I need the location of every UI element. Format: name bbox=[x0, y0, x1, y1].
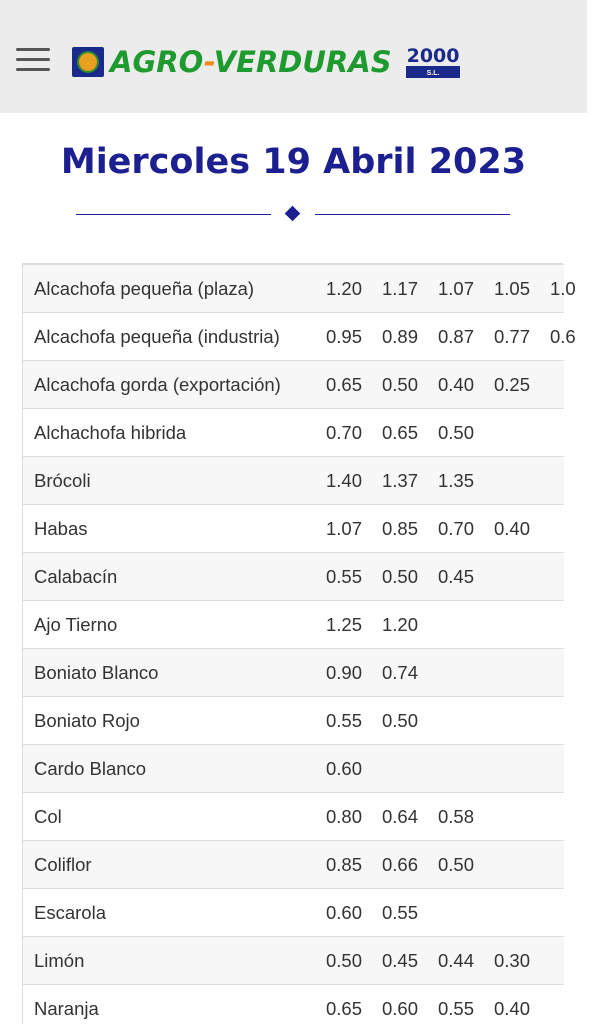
product-name: Boniato Rojo bbox=[34, 709, 140, 731]
price-cell: 0.50 bbox=[382, 373, 419, 395]
table-row bbox=[23, 888, 564, 936]
top-bar bbox=[0, 0, 587, 113]
table-row bbox=[23, 648, 564, 696]
hamburger-menu-icon[interactable] bbox=[16, 48, 50, 72]
price-cell: 1.35 bbox=[438, 469, 475, 491]
price-cell: 0.25 bbox=[494, 373, 531, 395]
brand-emblem-icon bbox=[72, 47, 104, 77]
price-cell: 0.85 bbox=[382, 517, 419, 539]
page-title: Miercoles 19 Abril 2023 bbox=[60, 142, 527, 182]
price-cell: 1.37 bbox=[382, 469, 419, 491]
price-cell: 1.05 bbox=[494, 277, 531, 299]
price-cell: 0.30 bbox=[494, 949, 531, 971]
price-cell: 1.20 bbox=[326, 277, 363, 299]
price-cell: 1.40 bbox=[326, 469, 363, 491]
table-row bbox=[23, 408, 564, 456]
title-divider bbox=[76, 205, 510, 223]
price-cell: 0.50 bbox=[382, 565, 419, 587]
table-row bbox=[23, 936, 564, 984]
price-cell: 0.77 bbox=[494, 325, 531, 347]
price-cell: 0.44 bbox=[438, 949, 475, 971]
product-name: Alcachofa pequeña (industria) bbox=[34, 325, 280, 347]
price-cell: 1.25 bbox=[326, 613, 363, 635]
price-cell: 0.50 bbox=[438, 421, 475, 443]
price-cell: 0.80 bbox=[326, 805, 363, 827]
price-cell: 0.74 bbox=[382, 661, 419, 683]
table-row bbox=[23, 840, 564, 888]
brand-year: 2000 S.L. bbox=[406, 44, 460, 77]
price-cell: 0.87 bbox=[438, 325, 475, 347]
product-name: Brócoli bbox=[34, 469, 91, 491]
table-row bbox=[23, 456, 564, 504]
price-cell: 1.0 bbox=[550, 277, 576, 299]
product-name: Escarola bbox=[34, 901, 106, 923]
price-cell: 0.66 bbox=[382, 853, 419, 875]
price-cell: 0.65 bbox=[326, 373, 363, 395]
price-cell: 0.55 bbox=[326, 565, 363, 587]
price-cell: 0.90 bbox=[326, 661, 363, 683]
price-cell: 0.55 bbox=[438, 997, 475, 1019]
price-cell: 0.45 bbox=[438, 565, 475, 587]
table-row bbox=[23, 312, 576, 360]
price-cell: 0.65 bbox=[382, 421, 419, 443]
product-name: Habas bbox=[34, 517, 88, 539]
price-cell: 0.89 bbox=[382, 325, 419, 347]
price-cell: 0.65 bbox=[326, 997, 363, 1019]
product-name: Alcachofa gorda (exportación) bbox=[34, 373, 281, 395]
price-cell: 0.60 bbox=[326, 757, 363, 779]
price-cell: 0.70 bbox=[438, 517, 475, 539]
product-name: Alcachofa pequeña (plaza) bbox=[34, 277, 255, 299]
brand-name: AGRO-VERDURAS bbox=[110, 45, 392, 79]
price-cell: 1.20 bbox=[382, 613, 419, 635]
product-name: Col bbox=[34, 805, 62, 827]
price-cell: 0.85 bbox=[326, 853, 363, 875]
table-row bbox=[23, 600, 564, 648]
table-row bbox=[23, 792, 564, 840]
price-cell: 0.95 bbox=[326, 325, 363, 347]
price-cell: 1.07 bbox=[438, 277, 475, 299]
price-cell: 0.40 bbox=[438, 373, 475, 395]
price-cell: 0.50 bbox=[438, 853, 475, 875]
price-table bbox=[22, 264, 576, 1024]
price-cell: 0.60 bbox=[326, 901, 363, 923]
product-name: Coliflor bbox=[34, 853, 92, 875]
product-name: Alchachofa hibrida bbox=[34, 421, 187, 443]
price-cell: 0.70 bbox=[326, 421, 363, 443]
price-cell: 0.50 bbox=[382, 709, 419, 731]
brand-logo[interactable] bbox=[72, 44, 460, 80]
table-row bbox=[23, 504, 564, 552]
table-row bbox=[23, 360, 564, 408]
price-cell: 0.58 bbox=[438, 805, 475, 827]
price-cell: 0.55 bbox=[326, 709, 363, 731]
price-cell: 0.64 bbox=[382, 805, 419, 827]
price-cell: 0.45 bbox=[382, 949, 419, 971]
product-name: Ajo Tierno bbox=[34, 613, 118, 635]
table-row bbox=[23, 744, 564, 792]
table-row bbox=[23, 696, 564, 744]
price-cell: 0.50 bbox=[326, 949, 363, 971]
price-cell: 0.60 bbox=[382, 997, 419, 1019]
product-name: Boniato Blanco bbox=[34, 661, 159, 683]
table-row bbox=[23, 264, 576, 312]
product-name: Cardo Blanco bbox=[34, 757, 147, 779]
price-cell: 0.40 bbox=[494, 997, 531, 1019]
table-row bbox=[23, 984, 564, 1032]
price-cell: 0.55 bbox=[382, 901, 419, 923]
price-cell: 1.07 bbox=[326, 517, 363, 539]
price-cell: 0.6 bbox=[550, 325, 576, 347]
table-row bbox=[23, 552, 564, 600]
product-name: Naranja bbox=[34, 997, 99, 1019]
price-cell: 1.17 bbox=[382, 277, 419, 299]
product-name: Limón bbox=[34, 949, 85, 971]
diamond-icon bbox=[285, 206, 301, 222]
product-name: Calabacín bbox=[34, 565, 118, 587]
price-cell: 0.40 bbox=[494, 517, 531, 539]
